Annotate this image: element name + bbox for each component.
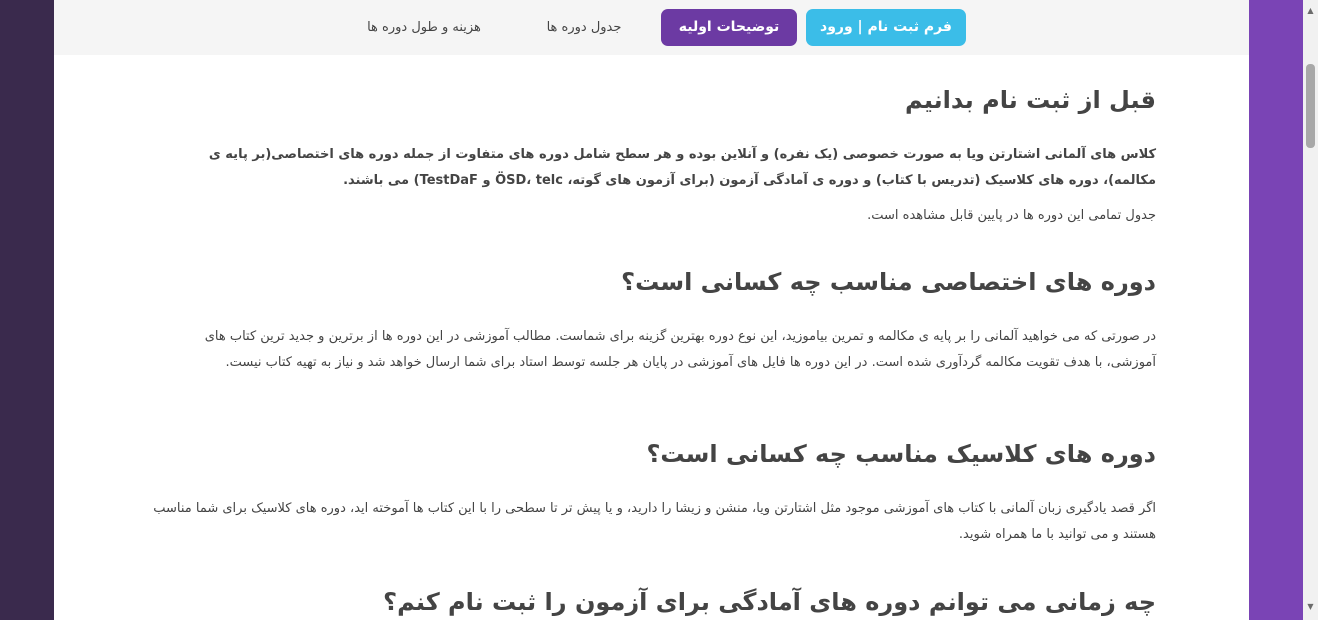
- scrollbar[interactable]: [1303, 0, 1318, 620]
- page-panel: [54, 0, 1249, 620]
- scroll-thumb[interactable]: [1306, 64, 1315, 148]
- tab-bar: [54, 0, 1249, 55]
- tab-intro[interactable]: توضیحات اولیه: [661, 9, 797, 46]
- tab-schedule[interactable]: جدول دوره ها: [546, 20, 622, 35]
- right-background: [1249, 0, 1303, 620]
- table-note: جدول تمامی این دوره ها در پایین قابل مشاهده است.: [867, 208, 1156, 223]
- exam-title: چه زمانی می توانم دوره های آمادگی برای آزمون را ثبت نام کنم؟: [383, 588, 1156, 616]
- before-title: قبل از ثبت نام بدانیم: [905, 86, 1156, 114]
- before-text: کلاس های آلمانی اشتارتن ویا به صورت خصوصی (یک نفره) و آنلاین بوده و هر سطح شامل دوره های متفاوت از جمله دوره های اختصاصی(بر پایه ی مکالمه)، دوره های کلاسیک (تدریس با کتاب) و دوره ی آمادگی آزمون (برای آزمون های گوته، ÖSD، telc و TestDaF) می باشند.: [208, 147, 1156, 188]
- classic-title: دوره های کلاسیک مناسب چه کسانی است؟: [646, 440, 1156, 468]
- classic-text: اگر قصد یادگیری زبان آلمانی با کتاب های آموزشی موجود مثل اشتارتن ویا، منشن و زیشا را دارید، و یا پیش تر تا سطحی را با این کتاب ها آموخته اید، دوره های کلاسیک برای شما مناسب هستند و می توانید با ما همراه شوید.: [153, 501, 1156, 542]
- left-background: [0, 0, 54, 620]
- special-title: دوره های اختصاصی مناسب چه کسانی است؟: [621, 268, 1156, 296]
- scroll-down-icon[interactable]: ▼: [1307, 602, 1314, 611]
- scroll-up-icon[interactable]: ▲: [1307, 6, 1314, 15]
- special-text: در صورتی که می خواهید آلمانی را بر پایه ی مکالمه و تمرین بیاموزید، این نوع دوره بهترین گزینه برای شماست. مطالب آموزشی در این دوره ها از برترین و جدید ترین کتاب های آموزشی، با هدف تقویت مکالمه گردآوری شده است. در این دوره ها فایل های آموزشی در پایان هر جلسه توسط استاد برای شما ارسال خواهد شد و نیاز به تهیه کتاب نیست.: [204, 329, 1156, 370]
- tab-cost[interactable]: هزینه و طول دوره ها: [367, 20, 481, 35]
- tab-register[interactable]: فرم ثبت نام | ورود: [806, 9, 966, 46]
